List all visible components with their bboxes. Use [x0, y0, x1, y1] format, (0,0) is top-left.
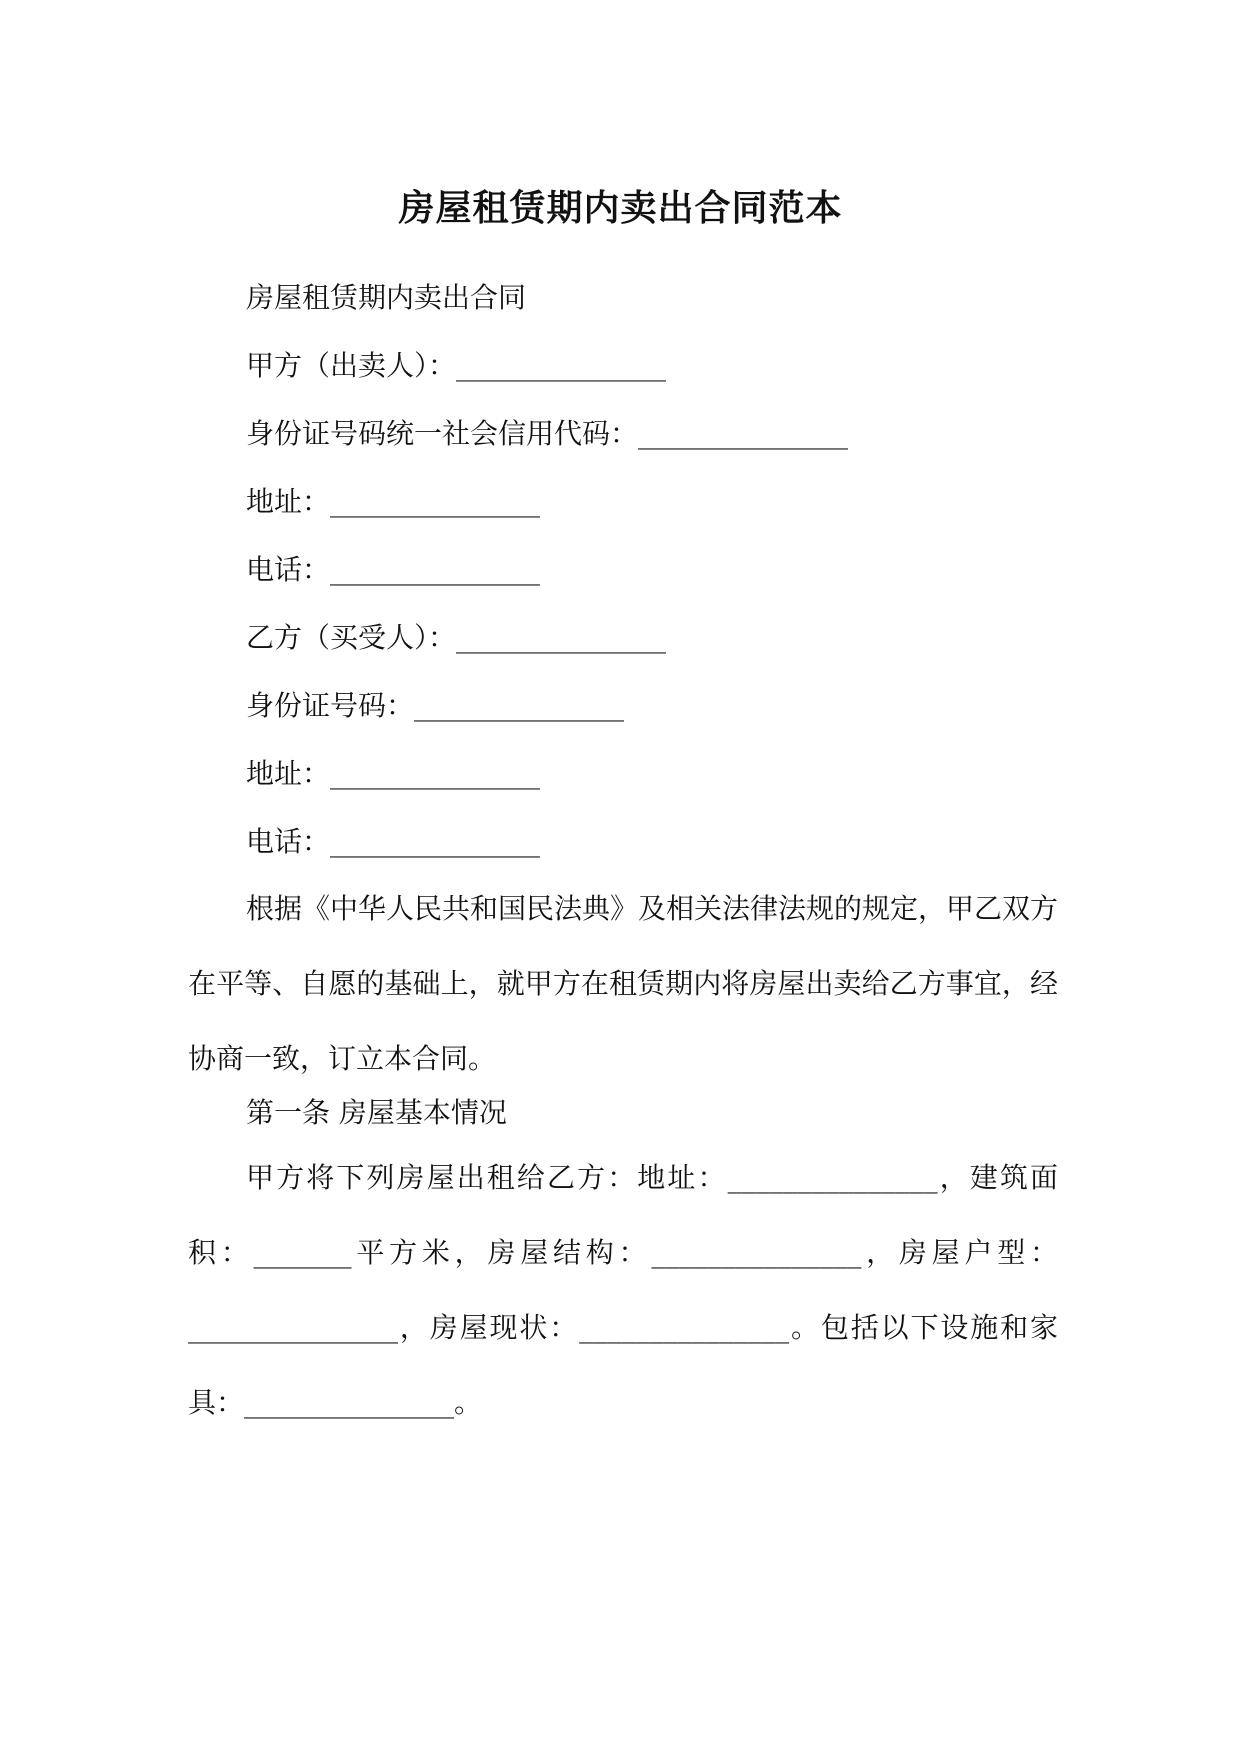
- preamble-text: 根据《中华人民共和国民法典》及相关法律法规的规定，甲乙双方在平等、自愿的基础上，就甲方在租赁期内将房屋出卖给乙方事宜，经协商一致，订立本合同。: [188, 892, 1059, 1075]
- party-a-address-line: 地址：_______________: [246, 485, 541, 518]
- party-b-address-line: 地址：_______________: [246, 757, 541, 790]
- party-a-line: 甲方（出卖人）：_______________: [246, 349, 667, 382]
- party-b-phone-line: 电话：_______________: [246, 825, 541, 858]
- article-1-paragraph: [188, 1140, 1058, 1440]
- article-1-heading: 第一条 房屋基本情况: [246, 1096, 507, 1129]
- party-a-phone-line: 电话：_______________: [246, 553, 541, 586]
- contract-heading: 房屋租赁期内卖出合同: [246, 281, 527, 314]
- document-title: 房屋租赁期内卖出合同范本: [398, 187, 843, 229]
- party-a-id-line: 身份证号码统一社会信用代码：_______________: [246, 417, 849, 450]
- article-1-text: 甲方将下列房屋出租给乙方：地址：_______________，建筑面积：_______平方米，房屋结构：_______________，房屋户型：_______________，房屋现状：_______________。包括以下设施和家具：_______________。: [188, 1161, 1058, 1419]
- party-b-line: 乙方（买受人）：_______________: [246, 621, 667, 654]
- preamble-paragraph: [188, 871, 1058, 1096]
- party-b-id-line: 身份证号码：_______________: [246, 689, 625, 722]
